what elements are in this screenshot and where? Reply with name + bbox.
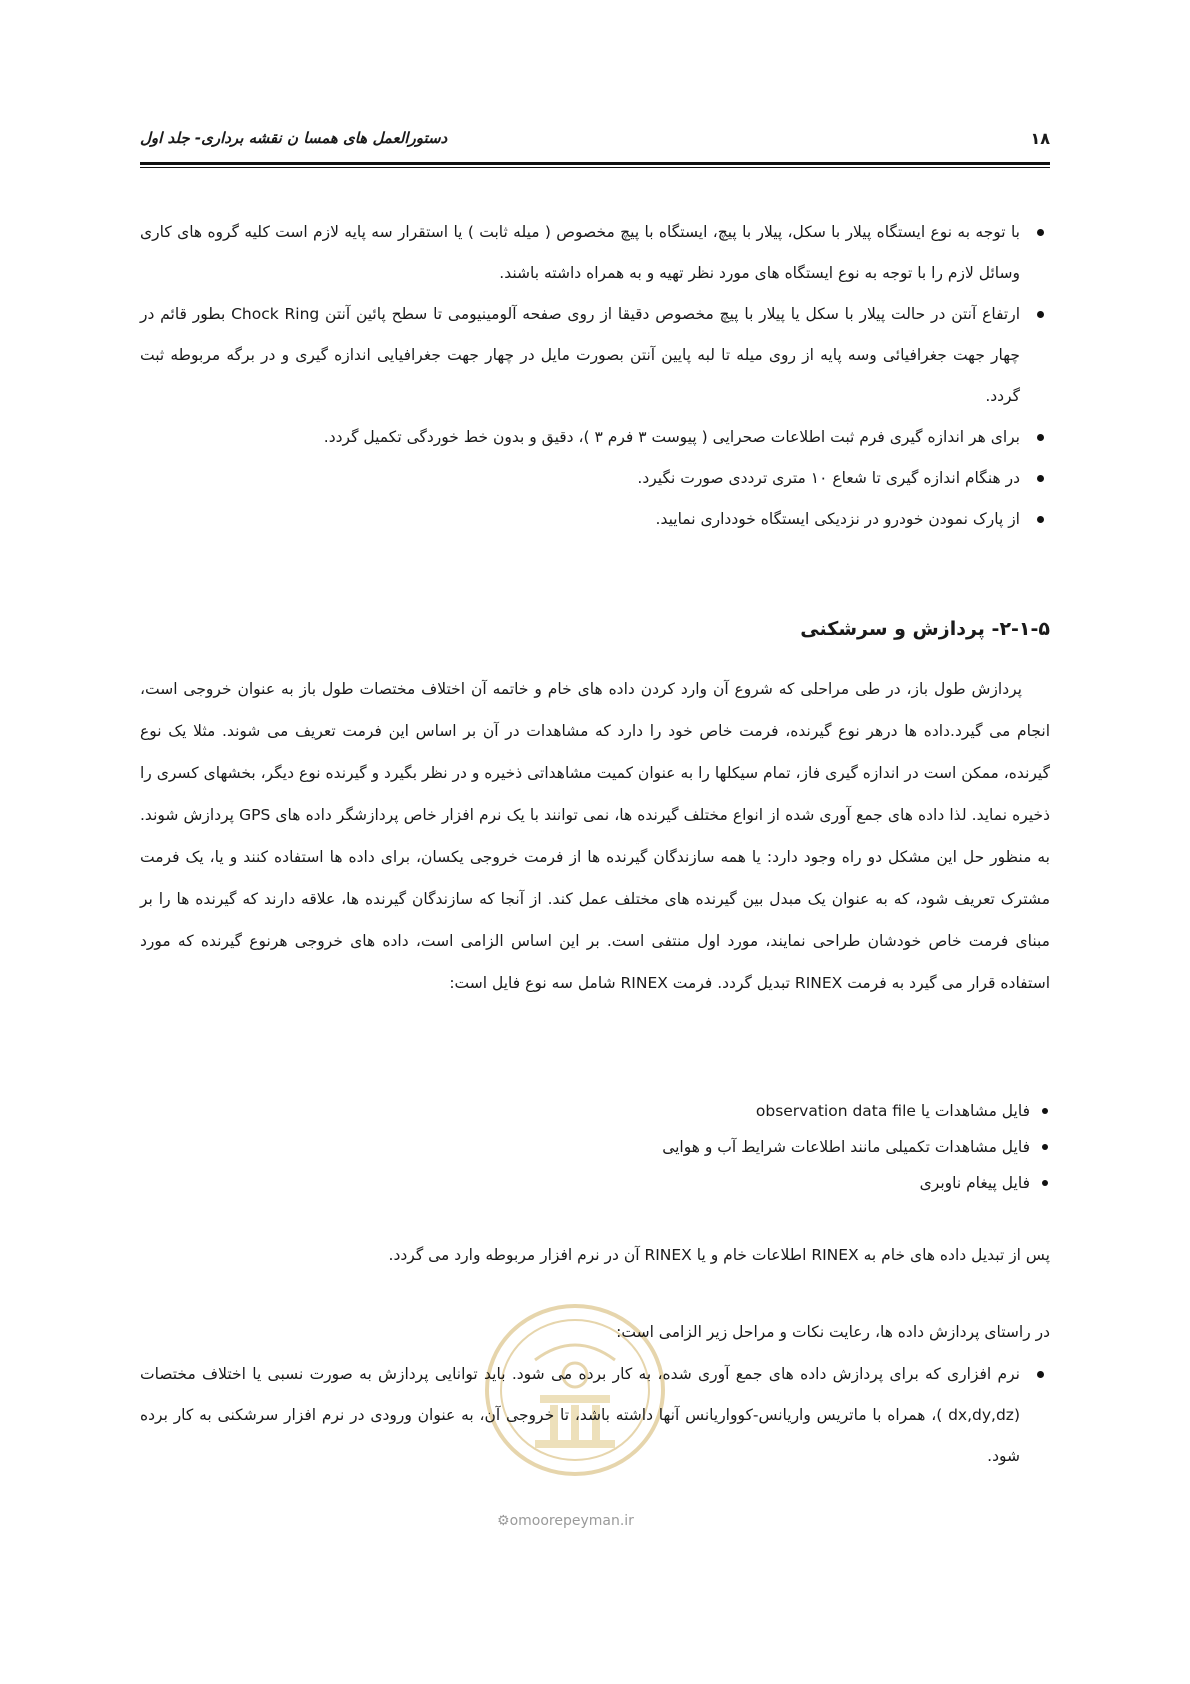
seal-icon: ⚙ [497, 1513, 510, 1529]
page-number: ۱۸ [1030, 129, 1050, 148]
header-rule [140, 162, 1050, 165]
body-paragraph: پردازش طول باز، در طی مراحلی که شروع آن وارد کردن داده های خام و خاتمه آن اختلاف مختصات طول باز به عنوان خروجی است، انجام می گیرد.داده ها درهر نوع گیرنده، فرمت خاص خود را دارد که مشاهدات در آن بر اساس این فرمت تعریف می شوند. مثلا یک نوع گیرنده، ممکن است در اندازه گیری فاز، تمام سیکلها را به عنوان کمیت مشاهداتی ذخیره و در نظر بگیرد و گیرنده نوع دیگر، بخشهای کسری را ذخیره نماید. لذا داده های جمع آوری شده از انواع مختلف گیرنده ها، نمی توانند با یک نرم افزار خاص پردازشگر داده های GPS پردازش شوند. به منظور حل این مشکل دو راه وجود دارد: یا همه سازندگان گیرنده ها از فرمت خروجی یکسان، برای داده ها استفاده کنند و یا، یک فرمت مشترک تعریف شود، که به عنوان یک مبدل بین گیرنده های مختلف عمل کند. از آنجا که سازندگان گیرنده ها، علاقه دارند که گیرنده ها را بر مبنای فرمت خاص خودشان طراحی نمایند، مورد اول منتفی است. بر این اساس الزامی است، داده های خروجی هرنوع گیرنده که مورد استفاده قرار می گیرد به فرمت RINEX تبدیل گردد. فرمت RINEX شامل سه نوع فایل است: [140, 680, 1050, 992]
watermark-url: ⚙omoorepeyman.ir [497, 1513, 634, 1529]
bullet-icon [1037, 516, 1044, 523]
header-rule-thin [140, 167, 1050, 168]
bullet-icon [1037, 475, 1044, 482]
processing-intro: در راستای پردازش داده ها، رعایت نکات و مراحل زیر الزامی است: [616, 1323, 1050, 1341]
bullet-icon [1037, 434, 1044, 441]
list-item: نرم افزاری که برای پردازش داده های جمع آوری شده، به کار برده می شود. باید توانایی پردازش به صورت نسبی یا اختلاف مختصات (dx,dy,dz )، همراه با ماتریس واریانس-کوواریانس آنها داشته باشد، تا خروجی آن، به عنوان ورودی در نرم افزار سرشکنی به کار برده شود. [140, 1354, 1050, 1477]
list-item: در هنگام اندازه گیری تا شعاع ۱۰ متری ترددی صورت نگیرد. [140, 458, 1050, 499]
list-item: از پارک نمودن خودرو در نزدیکی ایستگاه خودداری نمایید. [140, 499, 1050, 540]
processing-requirements-list [140, 1354, 1050, 1477]
list-item: با توجه به نوع ایستگاه پیلار با سکل، پیلار با پیچ، ایستگاه با پیچ مخصوص ( میله ثابت ) یا استقرار سه پایه لازم است کلیه گروه های کاری وسائل لازم را با توجه به نوع ایستگاه های مورد نظر تهیه و به همراه داشته باشند. [140, 212, 1050, 294]
bullet-icon [1042, 1144, 1048, 1150]
bullet-icon [1037, 311, 1044, 318]
bullet-icon [1037, 1371, 1044, 1378]
bullet-icon [1042, 1180, 1048, 1186]
bullet-icon [1037, 229, 1044, 236]
rinex-file-types-list [400, 1093, 1050, 1201]
list-item: فایل پیغام ناوبری [400, 1165, 1050, 1201]
running-header-title: دستورالعمل های همسا ن نقشه برداری- جلد اول [140, 129, 448, 147]
station-requirements-list [140, 212, 1050, 540]
conversion-sentence: پس از تبدیل داده های خام به RINEX اطلاعات خام و یا RINEX آن در نرم افزار مربوطه وارد می گردد. [388, 1246, 1050, 1264]
bullet-icon [1042, 1108, 1048, 1114]
list-item: فایل مشاهدات یا observation data file [400, 1093, 1050, 1129]
list-item: ارتفاع آنتن در حالت پیلار با سکل یا پیلار با پیچ مخصوص دقیقا از روی صفحه آلومینیومی تا سطح پائین آنتن Chock Ring بطور قائم در چهار جهت جغرافیائی وسه پایه از روی میله تا لبه پایین آنتن بصورت مایل در چهار جهت جغرافیایی اندازه گیری و در برگه مربوطه ثبت گردد. [140, 294, 1050, 417]
list-item: فایل مشاهدات تکمیلی مانند اطلاعات شرایط آب و هوایی [400, 1129, 1050, 1165]
list-item: برای هر اندازه گیری فرم ثبت اطلاعات صحرایی ( پیوست ۳ فرم ۳ )، دقیق و بدون خط خوردگی تکمیل گردد. [140, 417, 1050, 458]
section-heading: ۲-۱-۵- پردازش و سرشکنی [800, 618, 1050, 640]
